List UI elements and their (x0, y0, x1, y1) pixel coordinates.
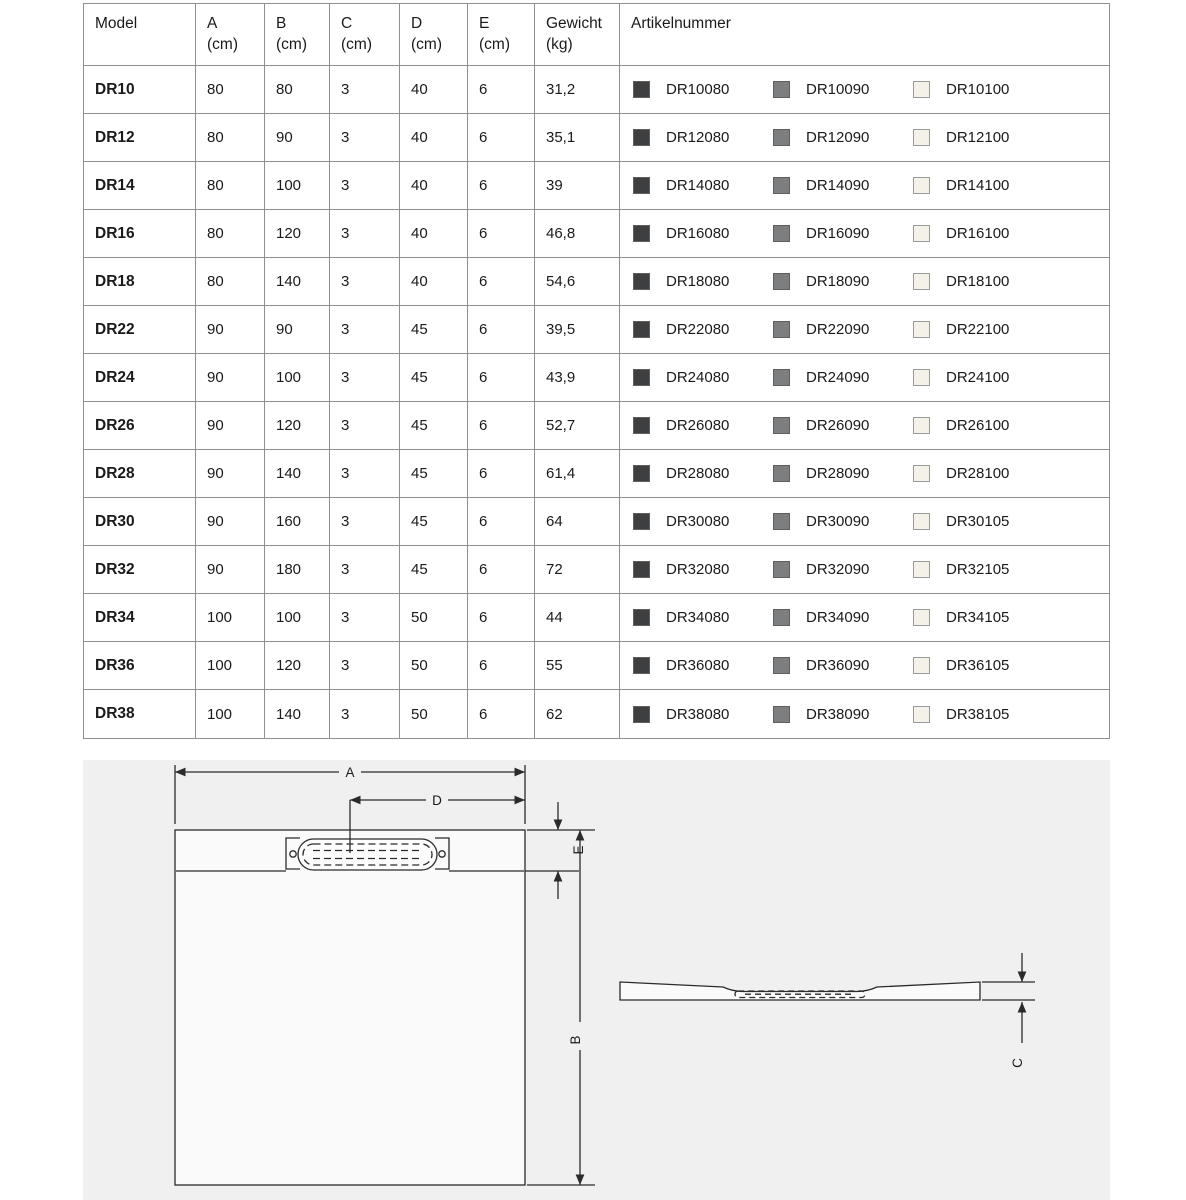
article-item (913, 225, 1009, 242)
technical-drawing-svg (83, 760, 1110, 1200)
dim-c-cell: 3 (330, 402, 400, 450)
dim-e-cell: 6 (468, 162, 535, 210)
color-swatch-anthracite (633, 465, 650, 482)
article-code: DR32105 (946, 561, 1010, 578)
article-code: DR26090 (806, 417, 870, 434)
dim-c-cell: 3 (330, 546, 400, 594)
table-row (84, 402, 1109, 450)
dim-d-cell: 40 (400, 258, 468, 306)
color-swatch-white (913, 81, 930, 98)
article-code: DR14100 (946, 177, 1010, 194)
color-swatch-gray (773, 81, 790, 98)
header-dim-b (265, 4, 330, 66)
header-label: A (207, 15, 218, 32)
weight-cell: 72 (535, 546, 620, 594)
article-item (633, 129, 773, 146)
header-unit: (cm) (207, 36, 238, 53)
article-item (633, 177, 773, 194)
weight-cell: 61,4 (535, 450, 620, 498)
article-code: DR32090 (806, 561, 870, 578)
article-code: DR36090 (806, 657, 870, 674)
dim-d-cell: 50 (400, 690, 468, 738)
article-item (773, 81, 913, 98)
article-item (773, 657, 913, 674)
article-item (773, 609, 913, 626)
header-dim-e (468, 4, 535, 66)
table-row (84, 66, 1109, 114)
table-row (84, 306, 1109, 354)
table-row (84, 162, 1109, 210)
dim-a-cell: 100 (196, 690, 265, 738)
table-row (84, 450, 1109, 498)
color-swatch-white (913, 609, 930, 626)
weight-cell: 64 (535, 498, 620, 546)
table-row (84, 498, 1109, 546)
weight-cell: 35,1 (535, 114, 620, 162)
artikelnummer-cell (620, 162, 1109, 210)
table-row (84, 354, 1109, 402)
dim-a-cell: 100 (196, 594, 265, 642)
color-swatch-anthracite (633, 706, 650, 723)
table-header-row (84, 4, 1109, 66)
article-code: DR38090 (806, 705, 870, 723)
dim-e-cell: 6 (468, 546, 535, 594)
article-item (633, 273, 773, 290)
model-cell: DR30 (84, 498, 196, 546)
article-item (913, 561, 1009, 578)
dim-b-cell: 160 (265, 498, 330, 546)
model-cell: DR14 (84, 162, 196, 210)
dim-a-cell: 80 (196, 258, 265, 306)
model-cell: DR26 (84, 402, 196, 450)
dim-c-cell: 3 (330, 594, 400, 642)
article-item (773, 706, 913, 723)
dim-e-cell: 6 (468, 642, 535, 690)
header-unit: (kg) (546, 36, 573, 53)
dim-c-cell: 3 (330, 690, 400, 738)
dim-c-cell: 3 (330, 306, 400, 354)
dim-d-cell: 40 (400, 162, 468, 210)
header-weight (535, 4, 620, 66)
dim-c-cell: 3 (330, 642, 400, 690)
dim-e-cell: 6 (468, 258, 535, 306)
article-code: DR36105 (946, 657, 1010, 674)
dim-label-a: A (345, 765, 355, 780)
dim-e-cell: 6 (468, 498, 535, 546)
article-item (633, 417, 773, 434)
dim-b-cell: 90 (265, 114, 330, 162)
article-item (913, 465, 1009, 482)
article-item (633, 609, 773, 626)
dim-a-cell: 90 (196, 498, 265, 546)
dim-a-cell: 90 (196, 450, 265, 498)
color-swatch-gray (773, 369, 790, 386)
article-item (913, 609, 1009, 626)
article-item (633, 321, 773, 338)
article-code: DR18090 (806, 273, 870, 290)
dim-label-c: C (1010, 1058, 1025, 1068)
article-code: DR12100 (946, 129, 1010, 146)
color-swatch-white (913, 225, 930, 242)
article-item (913, 321, 1009, 338)
dim-d-cell: 45 (400, 306, 468, 354)
header-label: C (341, 15, 353, 32)
dim-d-cell: 45 (400, 450, 468, 498)
dim-label-d: D (432, 793, 442, 808)
color-swatch-gray (773, 225, 790, 242)
article-code: DR36080 (666, 657, 730, 674)
dim-c-cell: 3 (330, 450, 400, 498)
header-label: Artikelnummer (631, 15, 731, 32)
article-item (633, 657, 773, 674)
dim-a-cell: 90 (196, 354, 265, 402)
color-swatch-white (913, 321, 930, 338)
article-item (633, 81, 773, 98)
article-item (633, 225, 773, 242)
color-swatch-gray (773, 609, 790, 626)
color-swatch-gray (773, 706, 790, 723)
color-swatch-anthracite (633, 81, 650, 98)
weight-cell: 43,9 (535, 354, 620, 402)
article-item (773, 417, 913, 434)
dim-d-cell: 40 (400, 210, 468, 258)
color-swatch-anthracite (633, 513, 650, 530)
article-code: DR28090 (806, 465, 870, 482)
dim-b-cell: 100 (265, 354, 330, 402)
artikelnummer-cell (620, 450, 1109, 498)
table-row (84, 594, 1109, 642)
dim-c-cell: 3 (330, 210, 400, 258)
dim-e-cell: 6 (468, 306, 535, 354)
dim-e-cell: 6 (468, 594, 535, 642)
artikelnummer-cell (620, 306, 1109, 354)
artikelnummer-cell (620, 66, 1109, 114)
dim-c-cell: 3 (330, 498, 400, 546)
color-swatch-anthracite (633, 177, 650, 194)
article-code: DR34105 (946, 609, 1010, 626)
header-dim-a (196, 4, 265, 66)
header-artikelnummer (620, 4, 1109, 66)
dim-c-cell: 3 (330, 354, 400, 402)
artikelnummer-cell (620, 642, 1109, 690)
tray-side-view (620, 982, 980, 1000)
header-unit: (cm) (411, 36, 442, 53)
model-cell: DR24 (84, 354, 196, 402)
color-swatch-white (913, 657, 930, 674)
color-swatch-anthracite (633, 657, 650, 674)
article-item (773, 369, 913, 386)
dim-label-e: E (571, 845, 586, 855)
color-swatch-gray (773, 129, 790, 146)
color-swatch-anthracite (633, 129, 650, 146)
weight-cell: 55 (535, 642, 620, 690)
article-code: DR10080 (666, 81, 730, 98)
article-item (633, 706, 773, 723)
dim-e-cell: 6 (468, 402, 535, 450)
article-code: DR24100 (946, 369, 1010, 386)
artikelnummer-cell (620, 498, 1109, 546)
article-code: DR38080 (666, 705, 730, 723)
table-row (84, 114, 1109, 162)
drain-top-view (286, 838, 449, 870)
technical-drawing (83, 760, 1110, 1200)
color-swatch-gray (773, 465, 790, 482)
table-row (84, 690, 1109, 738)
model-cell: DR12 (84, 114, 196, 162)
color-swatch-white (913, 513, 930, 530)
dim-d-cell: 50 (400, 594, 468, 642)
dim-label-b: B (568, 1035, 583, 1045)
article-item (773, 225, 913, 242)
article-item (633, 513, 773, 530)
table-row (84, 642, 1109, 690)
article-code: DR26100 (946, 417, 1010, 434)
article-code: DR16080 (666, 225, 730, 242)
artikelnummer-cell (620, 690, 1109, 738)
color-swatch-white (913, 417, 930, 434)
dim-a-cell: 100 (196, 642, 265, 690)
article-code: DR18100 (946, 273, 1010, 290)
model-cell: DR18 (84, 258, 196, 306)
article-code: DR12090 (806, 129, 870, 146)
table-row (84, 210, 1109, 258)
article-item (773, 561, 913, 578)
dim-a-cell: 80 (196, 114, 265, 162)
model-cell: DR38 (84, 690, 196, 738)
article-item (913, 129, 1009, 146)
dim-b-cell: 140 (265, 450, 330, 498)
weight-cell: 44 (535, 594, 620, 642)
article-code: DR22100 (946, 321, 1010, 338)
artikelnummer-cell (620, 354, 1109, 402)
dim-a-cell: 80 (196, 162, 265, 210)
article-item (913, 706, 1009, 723)
tray-top-view (175, 830, 525, 1185)
article-item (913, 657, 1009, 674)
model-cell: DR10 (84, 66, 196, 114)
table-body (84, 66, 1109, 738)
article-item (913, 81, 1009, 98)
header-model (84, 4, 196, 66)
article-code: DR22080 (666, 321, 730, 338)
article-code: DR30090 (806, 513, 870, 530)
color-swatch-anthracite (633, 369, 650, 386)
header-dim-c (330, 4, 400, 66)
weight-cell: 39 (535, 162, 620, 210)
dim-d-cell: 45 (400, 498, 468, 546)
table-row (84, 546, 1109, 594)
color-swatch-white (913, 706, 930, 723)
header-label: D (411, 15, 423, 32)
color-swatch-gray (773, 321, 790, 338)
color-swatch-white (913, 561, 930, 578)
dim-b-cell: 120 (265, 210, 330, 258)
dim-e-cell: 6 (468, 690, 535, 738)
article-item (913, 369, 1009, 386)
article-code: DR32080 (666, 561, 730, 578)
dim-b-cell: 180 (265, 546, 330, 594)
model-cell: DR22 (84, 306, 196, 354)
dim-c-cell: 3 (330, 114, 400, 162)
dim-c-cell: 3 (330, 66, 400, 114)
article-code: DR30080 (666, 513, 730, 530)
dim-e-cell: 6 (468, 210, 535, 258)
dim-d-cell: 40 (400, 66, 468, 114)
model-cell: DR34 (84, 594, 196, 642)
article-code: DR22090 (806, 321, 870, 338)
color-swatch-gray (773, 417, 790, 434)
dim-c-cell: 3 (330, 258, 400, 306)
color-swatch-anthracite (633, 273, 650, 290)
dim-a-cell: 80 (196, 210, 265, 258)
dim-a-cell: 90 (196, 402, 265, 450)
dim-b-cell: 100 (265, 594, 330, 642)
article-code: DR24080 (666, 369, 730, 386)
article-item (773, 321, 913, 338)
artikelnummer-cell (620, 258, 1109, 306)
article-code: DR18080 (666, 273, 730, 290)
dim-b-cell: 90 (265, 306, 330, 354)
article-code: DR38105 (946, 705, 1010, 723)
model-cell: DR36 (84, 642, 196, 690)
dim-d-cell: 45 (400, 546, 468, 594)
article-code: DR10090 (806, 81, 870, 98)
dim-b-cell: 100 (265, 162, 330, 210)
spec-table (83, 3, 1110, 739)
artikelnummer-cell (620, 594, 1109, 642)
article-item (913, 513, 1009, 530)
color-swatch-gray (773, 657, 790, 674)
dim-e-cell: 6 (468, 66, 535, 114)
weight-cell: 54,6 (535, 258, 620, 306)
color-swatch-white (913, 273, 930, 290)
color-swatch-anthracite (633, 225, 650, 242)
color-swatch-white (913, 177, 930, 194)
weight-cell: 52,7 (535, 402, 620, 450)
dimension-b (527, 830, 595, 1185)
weight-cell: 62 (535, 690, 620, 738)
article-item (773, 177, 913, 194)
header-unit: (cm) (341, 36, 372, 53)
article-code: DR28080 (666, 465, 730, 482)
color-swatch-white (913, 369, 930, 386)
color-swatch-gray (773, 273, 790, 290)
article-code: DR24090 (806, 369, 870, 386)
article-code: DR16090 (806, 225, 870, 242)
article-code: DR28100 (946, 465, 1010, 482)
color-swatch-gray (773, 513, 790, 530)
color-swatch-gray (773, 177, 790, 194)
color-swatch-white (913, 465, 930, 482)
dim-b-cell: 140 (265, 690, 330, 738)
header-label: E (479, 15, 490, 32)
artikelnummer-cell (620, 546, 1109, 594)
article-code: DR14080 (666, 177, 730, 194)
color-swatch-anthracite (633, 321, 650, 338)
dim-e-cell: 6 (468, 450, 535, 498)
dim-a-cell: 80 (196, 66, 265, 114)
article-item (633, 561, 773, 578)
article-code: DR26080 (666, 417, 730, 434)
article-code: DR10100 (946, 81, 1010, 98)
article-code: DR16100 (946, 225, 1010, 242)
article-code: DR34090 (806, 609, 870, 626)
dim-b-cell: 120 (265, 402, 330, 450)
header-label: Model (95, 15, 138, 32)
article-item (633, 369, 773, 386)
article-item (913, 273, 1009, 290)
dim-c-cell: 3 (330, 162, 400, 210)
color-swatch-anthracite (633, 609, 650, 626)
dimension-c (982, 953, 1035, 1043)
article-code: DR12080 (666, 129, 730, 146)
article-item (913, 417, 1009, 434)
dim-d-cell: 40 (400, 114, 468, 162)
color-swatch-white (913, 129, 930, 146)
article-item (773, 129, 913, 146)
model-cell: DR16 (84, 210, 196, 258)
article-code: DR30105 (946, 513, 1010, 530)
model-cell: DR32 (84, 546, 196, 594)
article-item (773, 273, 913, 290)
header-dim-d (400, 4, 468, 66)
header-label: Gewicht (546, 15, 602, 32)
dim-d-cell: 45 (400, 354, 468, 402)
dim-e-cell: 6 (468, 114, 535, 162)
color-swatch-gray (773, 561, 790, 578)
dim-a-cell: 90 (196, 546, 265, 594)
article-item (773, 465, 913, 482)
dim-e-cell: 6 (468, 354, 535, 402)
color-swatch-anthracite (633, 417, 650, 434)
dim-b-cell: 140 (265, 258, 330, 306)
model-cell: DR28 (84, 450, 196, 498)
artikelnummer-cell (620, 210, 1109, 258)
dim-d-cell: 50 (400, 642, 468, 690)
weight-cell: 46,8 (535, 210, 620, 258)
header-unit: (cm) (479, 36, 510, 53)
header-label: B (276, 15, 287, 32)
dim-d-cell: 45 (400, 402, 468, 450)
article-item (773, 513, 913, 530)
artikelnummer-cell (620, 402, 1109, 450)
dim-b-cell: 120 (265, 642, 330, 690)
article-item (633, 465, 773, 482)
article-code: DR14090 (806, 177, 870, 194)
table-row (84, 258, 1109, 306)
header-unit: (cm) (276, 36, 307, 53)
article-code: DR34080 (666, 609, 730, 626)
weight-cell: 39,5 (535, 306, 620, 354)
color-swatch-anthracite (633, 561, 650, 578)
dim-b-cell: 80 (265, 66, 330, 114)
artikelnummer-cell (620, 114, 1109, 162)
dim-a-cell: 90 (196, 306, 265, 354)
article-item (913, 177, 1009, 194)
weight-cell: 31,2 (535, 66, 620, 114)
